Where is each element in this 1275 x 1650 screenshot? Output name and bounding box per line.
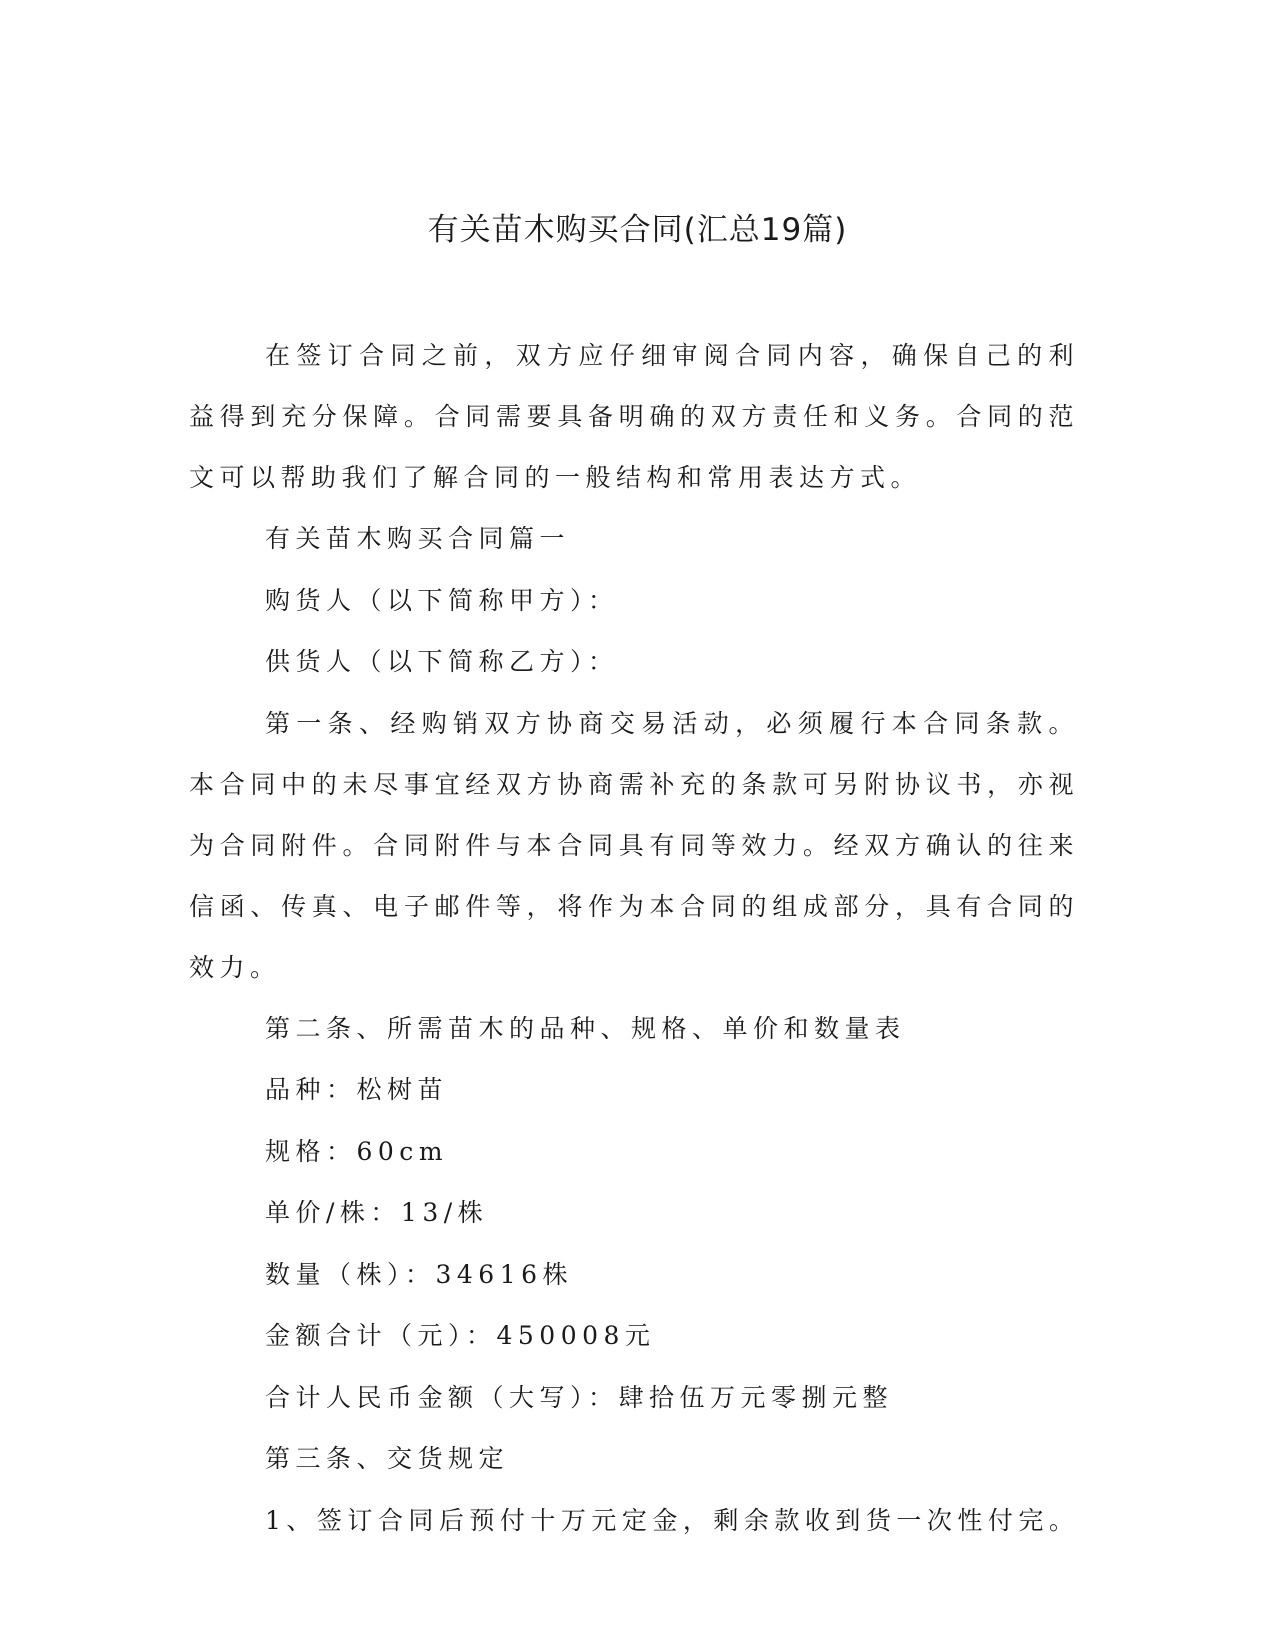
variety-line: 品种：松树苗 xyxy=(265,1075,449,1104)
document-title: 有关苗木购买合同(汇总19篇) xyxy=(427,212,848,248)
buyer-line: 购货人（以下简称甲方）： xyxy=(265,585,619,615)
total-line: 金额合计（元）：450008元 xyxy=(265,1321,656,1350)
article-1: 第一条、经购销双方协商交易活动，必须履行本合同条款。本合同中的未尽事宜经双方协商需补充的条款可另附协议书，亦视为合同附件。合同附件与本合同具有同等效力。经双方确认的往来信函、传真、电子邮件等，将作为本合同的组成部分，具有合同的效力。 xyxy=(189,708,1079,982)
supplier-line: 供货人（以下简称乙方）： xyxy=(265,647,619,676)
document-body xyxy=(189,325,1079,1551)
delivery-item-1: 1、签订合同后预付十万元定金，剩余款收到货一次性付完。 xyxy=(265,1505,1080,1535)
intro-paragraph: 在签订合同之前，双方应仔细审阅合同内容，确保自己的利益得到充分保障。合同需要具备明确的双方责任和义务。合同的范文可以帮助我们了解合同的一般结构和常用表达方式。 xyxy=(189,341,1079,492)
unit-price-line: 单价/株：13/株 xyxy=(265,1198,489,1227)
total-caps-line: 合计人民币金额（大写）：肆拾伍万元零捌元整 xyxy=(265,1382,894,1412)
section-heading: 有关苗木购买合同篇一 xyxy=(265,524,571,553)
spec-line: 规格：60cm xyxy=(265,1136,449,1166)
article-2: 第二条、所需苗木的品种、规格、单价和数量表 xyxy=(265,1013,906,1043)
quantity-line: 数量（株）：34616株 xyxy=(265,1259,574,1289)
article-3: 第三条、交货规定 xyxy=(265,1444,510,1473)
